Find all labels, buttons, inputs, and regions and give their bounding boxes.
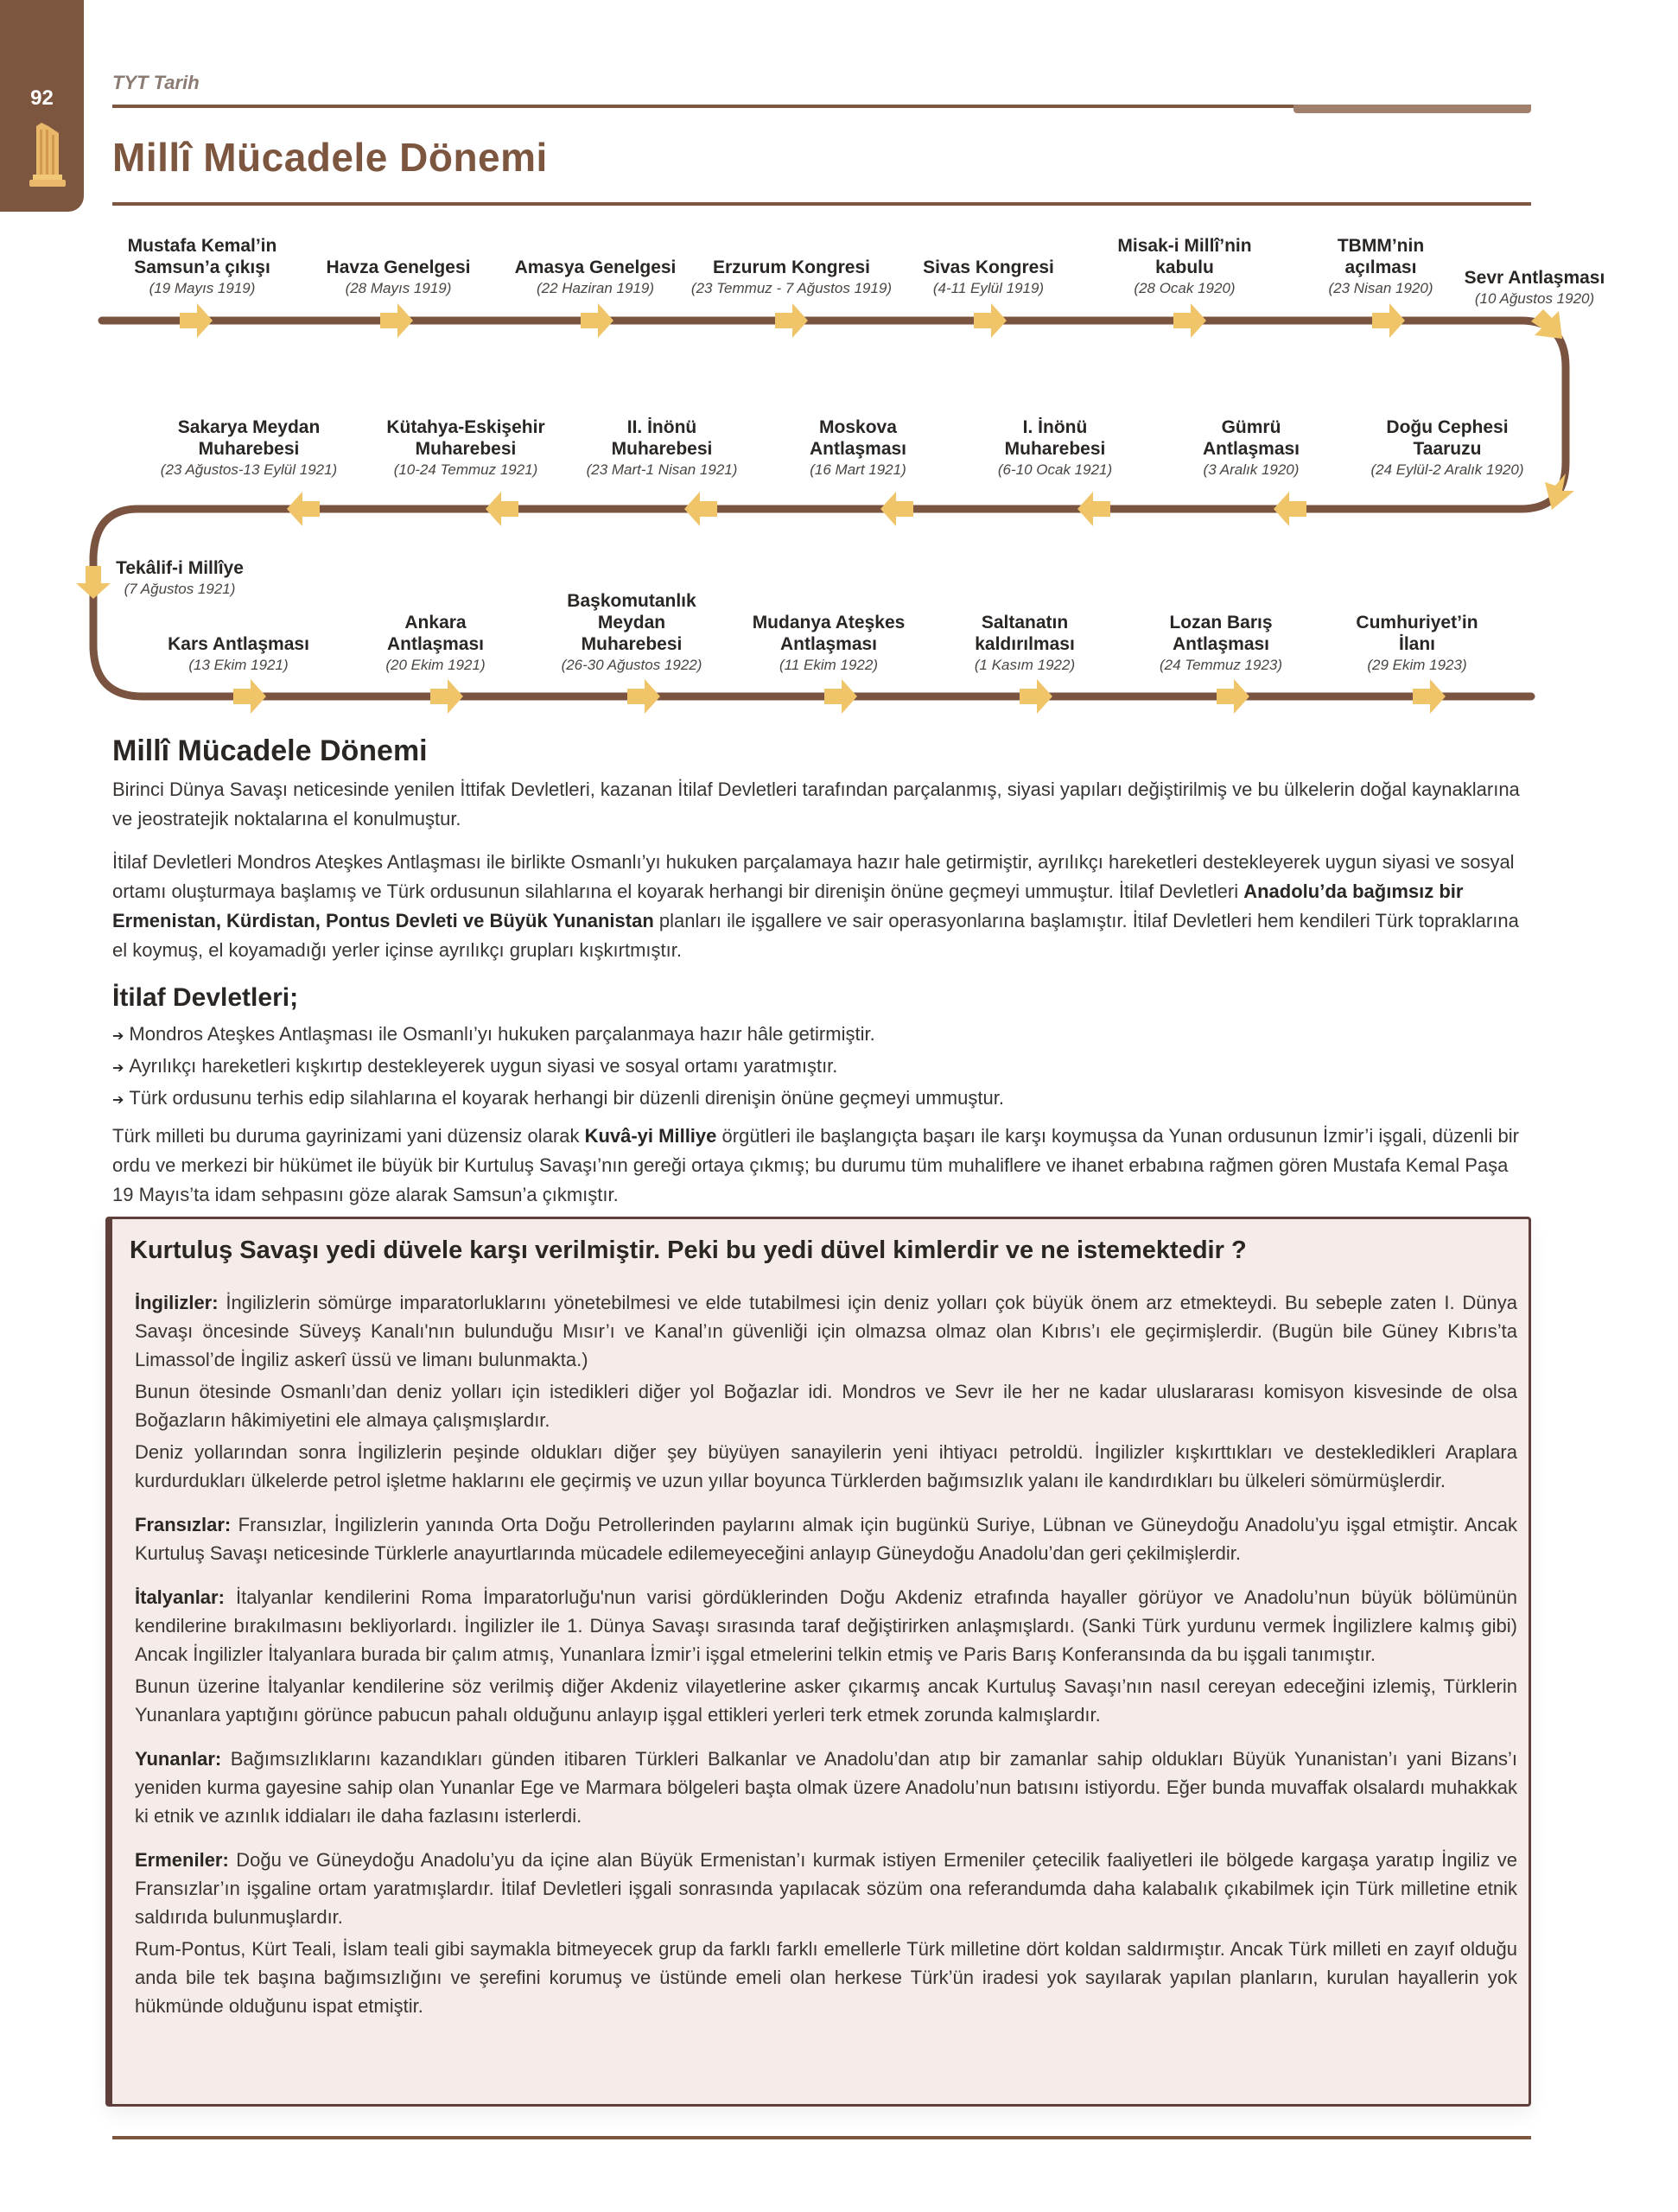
arrow-right-icon: ➔: [112, 1029, 124, 1044]
timeline-event-tekalif: Tekâlif-i Millîye (7 Ağustos 1921): [116, 558, 244, 597]
yunanlar-paragraph: Yunanlar: Bağımsızlıklarını kazandıkları günden itibaren Türkleri Balkanlar ve Anadolu’dan atıp bir zamanlar sahip oldukları Büyük Yunanistan’ı yani Bizans’ı yeniden kurma gayesine sahip olan Yunanlar Ege ve Marmara bölgeleri başta olmak üzere Anadolu’nun batısını istiyordu. Eğer bunda muvaffak olsalardı muhakkak ki etnik ve azınlık iddiaları ile daha fazlasını isterlerdi.: [135, 1748, 1517, 1827]
timeline-event: Ankara Antlaşması (20 Ekim 1921): [385, 613, 486, 673]
closing-paragraph: Rum-Pontus, Kürt Teali, İslam teali gibi saymakla bitmeyecek grup da farklı farklı emellerle Türk milletine dört koldan saldırmıştır. Ancak Türk milleti en zayıf olduğu anda bile tek başına bağımsızlığını ve şerefini korumuş ve üstünde emeli olan herkese Türk’ün iradesi yok sayılarak yapılan planların, kurulan hayallerin yok hükmünde olduğunu ispat etmiştir.: [135, 1938, 1517, 2017]
paragraph-kuvayi-milliye: Türk milleti bu duruma gayrinizami yani düzensiz olarak Kuvâ-yi Milliye örgütleri ile başlangıçta başarı ile karşı koymuşsa da Yunan ordusunun İzmir’i işgali, düzenli bir ordu ve merkezi bir hükümet ile büyük bir Kurtuluş Savaşı’nın gereği ortaya çıkmış; bu durumu tüm muhaliflere ve ihanet erbabına rağmen gören Mustafa Kemal Paşa 19 Mayıs’ta idam sehpasını göze alarak Samsun’a çıkmıştır.: [112, 1125, 1519, 1205]
page-title: Millî Mücadele Dönemi: [112, 135, 548, 180]
timeline-event: Amasya Genelgesi (22 Haziran 1919): [514, 257, 677, 296]
list-item: ➔ Türk ordusunu terhis edip silahlarına el koyarak herhangi bir düzenli direnişin önüne geçmeyi ummuştur.: [112, 1087, 1004, 1109]
list-item: ➔ Ayrılıkçı hareketleri kışkırtıp destekleyerek uygun siyasi ve sosyal ortamı yaratmıştır.: [112, 1055, 838, 1077]
arrow-right-icon: ➔: [112, 1093, 124, 1108]
info-box-yedi-duvel: [105, 1217, 1531, 2107]
timeline-event: Cumhuriyet’in İlanı (29 Ekim 1923): [1356, 613, 1478, 673]
page-number: 92: [30, 86, 54, 110]
info-box-title: Kurtuluş Savaşı yedi düvele karşı verilmiştir. Peki bu yedi düvel kimlerdir ve ne istemektedir ?: [130, 1236, 1247, 1264]
bullet-list: [112, 1020, 1531, 1116]
timeline-event: I. İnönü Muharebesi (6-10 Ocak 1921): [997, 417, 1113, 478]
timeline-event: Sevr Antlaşması (10 Ağustos 1920): [1464, 268, 1605, 307]
timeline-event: Saltanatın kaldırılması (1 Kasım 1922): [974, 613, 1076, 673]
intro-paragraph: Birinci Dünya Savaşı neticesinde yenilen İttifak Devletleri, kazanan İtilaf Devletleri tarafından parçalanmış, siyasi yapıları değiştirilmiş ve bu ülkelerin doğal kaynaklarına ve jeostratejik noktalarına el konulmuştur.: [112, 779, 1520, 830]
arrow-right-icon: ➔: [112, 1061, 124, 1076]
timeline-event: TBMM’nin açılması (23 Nisan 1920): [1328, 236, 1433, 296]
info-box-body: [135, 1288, 1517, 2020]
timeline-event: Lozan Barış Antlaşması (24 Temmuz 1923): [1159, 613, 1283, 673]
paragraph-itilaf: İtilaf Devletleri Mondros Ateşkes Antlaşması ile birlikte Osmanlı’yı hukuken parçalamaya hazır hale getirmiştir, ayrılıkçı hareketleri destekleyerek uygun siyasi ve sosyal ortamı oluşturmaya başlamış ve Türk ordusunun silahlarına el koyarak herhangi bir direnişin önüne geçmeyi ummuştur. İtilaf Devletleri Anadolu’da bağımsız bir Ermenistan, Kürdistan, Pontus Devleti ve Büyük Yunanistan planları ile işgallere ve sair operasyonlarına başlamıştır. İtilaf Devletleri hem kendileri Türk topraklarına el koymuş, el koyamadığı yerler içinse ayrılıkçı grupları kışkırtmıştır.: [112, 851, 1519, 961]
timeline-event: Başkomutanlık Meydan Muharebesi (26-30 Ağustos 1922): [561, 591, 702, 673]
italyanlar-paragraph: İtalyanlar: İtalyanlar kendilerini Roma İmparatorluğu'nun varisi gördüklerinden Doğu Akdeniz etrafında hayaller görüyor ve Anadolu’nun büyük bölümünün kendilerine bırakılmasını bekliyorlardı. İngilizler ile 1. Dünya Savaşı sırasında taraf değiştirirken anlaşmışlardı. (Sanki Türk yurdunu vermek İngilizlere kalmış gibi) Ancak İngilizler İtalyanlara burada bir çalım atmış, Yunanlara İzmir’i işgal etmelerini telkin etmiş ve Paris Barış Konferansında da bu işgali tanımıştır.: [135, 1586, 1517, 1665]
timeline-event: Kütahya-Eskişehir Muharebesi (10-24 Temmuz 1921): [386, 417, 545, 478]
subsection-title: İtilaf Devletleri;: [112, 983, 299, 1012]
ingilizler-paragraph: İngilizler: İngilizlerin sömürge imparatorluklarını yönetebilmesi ve elde tutabilmesi için deniz yolları çok büyük önem arz etmekteydi. Bu sebeple zaten I. Dünya Savaşı öncesinde Süveyş Kanalı'nın bulunduğu Mısır’ı ve Kanal’ın güvenliği için olmazsa olmaz olan Kıbrıs’ı ele geçirmişlerdir. (Bugün bile Güney Kıbrıs’ta Limassol’de İngiliz askerî üssü ve limanı bulunmakta.): [135, 1292, 1517, 1370]
timeline-event: Erzurum Kongresi (23 Temmuz - 7 Ağustos 1919): [690, 257, 893, 296]
italyanlar-paragraph-2: Bunun üzerine İtalyanlar kendilerine söz verilmiş diğer Akdeniz vilayetlerine asker çıkarmış ancak Kurtuluş Savaşı’nın nasıl cereyan edeceğini izlemiş, Türklerin Yunanlara yaptığını görünce pabucun pahalı olduğunu anlayıp işgal ettikleri yerleri terk etmek zorunda kalmışlardır.: [135, 1675, 1517, 1726]
subject-label: TYT Tarih: [112, 72, 200, 93]
timeline-event: Moskova Antlaşması (16 Mart 1921): [809, 417, 907, 478]
list-item: ➔ Mondros Ateşkes Antlaşması ile Osmanlı’yı hukuken parçalanmaya hazır hâle getirmiştir.: [112, 1023, 875, 1045]
timeline-event: Mustafa Kemal’in Samsun’a çıkışı (19 Mayıs 1919): [127, 236, 277, 296]
footer-rule: [112, 2136, 1531, 2139]
timeline-event: II. İnönü Muharebesi (23 Mart-1 Nisan 1921): [586, 417, 738, 478]
ingilizler-paragraph-2: Bunun ötesinde Osmanlı’dan deniz yolları için istedikleri diğer yol Boğazlar idi. Mondros ve Sevr ile her ne kadar uluslararası komisyon kisvesinde de olsa Boğazların hâkimiyetini ele almaya çalışmışlardır.: [135, 1381, 1517, 1431]
timeline-event: Misak-i Millî’nin kabulu (28 Ocak 1920): [1117, 236, 1252, 296]
ingilizler-paragraph-3: Deniz yollarından sonra İngilizlerin peşinde oldukları diğer şey büyüyen sanayilerin yeni ihtiyacı petroldü. İngilizler kışkırttıkları ve destekledikleri Araplara kurdurdukları ülkelerde petrol işletme haklarını ele geçirmiş ve uzun yıllar boyunca Türklerden bağımsızlık yalanı ile kandırdıkları bu ülkeleri sömürmüşlerdir.: [135, 1441, 1517, 1491]
timeline-event: Havza Genelgesi (28 Mayıs 1919): [326, 257, 471, 296]
section-title: Millî Mücadele Dönemi: [112, 734, 428, 767]
timeline-event: Sakarya Meydan Muharebesi (23 Ağustos-13 Eylül 1921): [160, 417, 338, 478]
timeline-event: Mudanya Ateşkes Antlaşması (11 Ekim 1922): [752, 613, 906, 673]
timeline-event: Doğu Cephesi Taaruzu (24 Eylül-2 Aralık 1920): [1370, 417, 1524, 478]
timeline-event: Sivas Kongresi (4-11 Eylül 1919): [923, 257, 1054, 296]
timeline-event: Kars Antlaşması (13 Ekim 1921): [168, 634, 309, 673]
fransizlar-paragraph: Fransızlar: Fransızlar, İngilizlerin yanında Orta Doğu Petrollerinden paylarını almak için bugünkü Suriye, Lübnan ve Güneydoğu Anadolu’yu işgal etmiştir. Ancak Kurtuluş Savaşı neticesinde Türklerle anayurtlarında mücadele edilemeyeceğini anlayıp Güneydoğu Anadolu’dan geri çekilmişlerdir.: [135, 1514, 1517, 1564]
timeline: [0, 0, 1678, 726]
ermeniler-paragraph: Ermeniler: Doğu ve Güneydoğu Anadolu’yu da içine alan Büyük Ermenistan’ı kurmak istiyen Ermeniler çetecilik faaliyetleri ile bölgede kargaşa yaratıp İngiliz ve Fransızlar’ın işgaline ortam yaratmışlardır. İtilaf Devletleri işgali sonrasında yapılacak sözüm ona referandumda daha kalabalık çıkabilmek için Türk milletine etnik saldırıda bulunmuşlardır.: [135, 1849, 1517, 1928]
timeline-event: Gümrü Antlaşması (3 Aralık 1920): [1202, 417, 1300, 478]
